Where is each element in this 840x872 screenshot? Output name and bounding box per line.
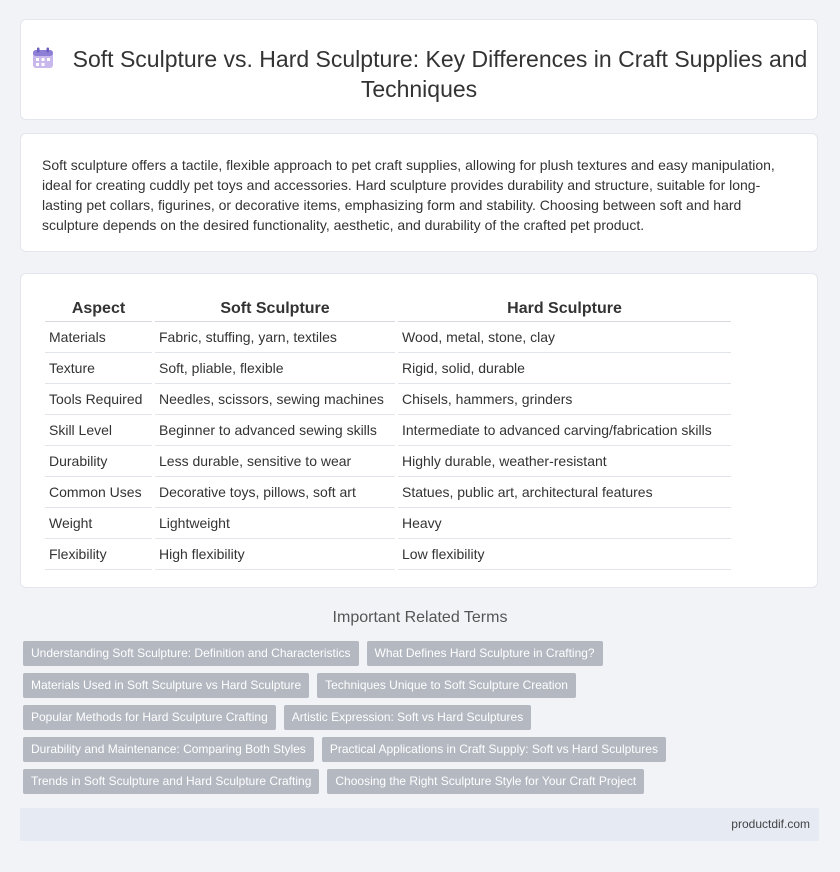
header-hard-sculpture: Hard Sculpture xyxy=(398,294,731,322)
soft-cell: Fabric, stuffing, yarn, textiles xyxy=(155,322,395,353)
related-tags-row xyxy=(23,641,603,666)
hard-cell: Low flexibility xyxy=(398,539,731,570)
soft-cell: Beginner to advanced sewing skills xyxy=(155,415,395,446)
related-tag[interactable]: What Defines Hard Sculpture in Crafting? xyxy=(367,641,603,666)
aspect-cell: Weight xyxy=(45,508,152,539)
footer-site-link[interactable]: productdif.com xyxy=(731,817,810,831)
title-card xyxy=(20,19,818,120)
soft-cell: Soft, pliable, flexible xyxy=(155,353,395,384)
related-tag[interactable]: Trends in Soft Sculpture and Hard Sculpture Crafting xyxy=(23,769,319,794)
table-row xyxy=(45,539,731,570)
hard-cell: Intermediate to advanced carving/fabrication skills xyxy=(398,415,731,446)
aspect-cell: Texture xyxy=(45,353,152,384)
soft-cell: Needles, scissors, sewing machines xyxy=(155,384,395,415)
soft-cell: Decorative toys, pillows, soft art xyxy=(155,477,395,508)
related-tag[interactable]: Durability and Maintenance: Comparing Both Styles xyxy=(23,737,314,762)
related-tag[interactable]: Understanding Soft Sculpture: Definition and Characteristics xyxy=(23,641,359,666)
aspect-cell: Tools Required xyxy=(45,384,152,415)
related-tags-row xyxy=(23,737,666,762)
related-tag[interactable]: Techniques Unique to Soft Sculpture Creation xyxy=(317,673,576,698)
aspect-cell: Skill Level xyxy=(45,415,152,446)
table-header-row xyxy=(45,294,731,322)
table-row xyxy=(45,415,731,446)
hard-cell: Chisels, hammers, grinders xyxy=(398,384,731,415)
table-row xyxy=(45,508,731,539)
hard-cell: Statues, public art, architectural features xyxy=(398,477,731,508)
soft-cell: Less durable, sensitive to wear xyxy=(155,446,395,477)
page-title-wrap xyxy=(21,44,817,104)
related-tags-row xyxy=(23,769,644,794)
aspect-cell: Flexibility xyxy=(45,539,152,570)
hard-cell: Heavy xyxy=(398,508,731,539)
soft-cell: High flexibility xyxy=(155,539,395,570)
table-row xyxy=(45,477,731,508)
header-soft-sculpture: Soft Sculpture xyxy=(155,294,395,322)
aspect-cell: Materials xyxy=(45,322,152,353)
table-row xyxy=(45,384,731,415)
related-tags-row xyxy=(23,705,531,730)
related-tag[interactable]: Artistic Expression: Soft vs Hard Sculptures xyxy=(284,705,531,730)
intro-paragraph: Soft sculpture offers a tactile, flexible approach to pet craft supplies, allowing for plush textures and easy manipulation, ideal for creating cuddly pet toys and accessories. Hard sculpture provides durability and structure, suitable for long-lasting pet collars, figurines, or decorative items, emphasizing form and stability. Choosing between soft and hard sculpture depends on the desired functionality, aesthetic, and durability of the crafted pet product. xyxy=(42,157,775,233)
hard-cell: Highly durable, weather-resistant xyxy=(398,446,731,477)
header-aspect: Aspect xyxy=(45,294,152,322)
related-tag[interactable]: Materials Used in Soft Sculpture vs Hard Sculpture xyxy=(23,673,309,698)
page-title: Soft Sculpture vs. Hard Sculpture: Key Differences in Craft Supplies and Techniques xyxy=(72,46,808,102)
intro-card xyxy=(20,133,818,252)
soft-cell: Lightweight xyxy=(155,508,395,539)
hard-cell: Wood, metal, stone, clay xyxy=(398,322,731,353)
aspect-cell: Common Uses xyxy=(45,477,152,508)
calendar-icon xyxy=(31,46,55,70)
related-tag[interactable]: Choosing the Right Sculpture Style for Your Craft Project xyxy=(327,769,644,794)
table-row xyxy=(45,353,731,384)
table-row xyxy=(45,322,731,353)
table-row xyxy=(45,446,731,477)
aspect-cell: Durability xyxy=(45,446,152,477)
comparison-card xyxy=(20,273,818,588)
hard-cell: Rigid, solid, durable xyxy=(398,353,731,384)
comparison-table xyxy=(42,294,734,570)
related-tag[interactable]: Practical Applications in Craft Supply: Soft vs Hard Sculptures xyxy=(322,737,666,762)
related-terms-title: Important Related Terms xyxy=(332,609,508,626)
footer xyxy=(20,808,819,841)
related-tags-row xyxy=(23,673,576,698)
related-tag[interactable]: Popular Methods for Hard Sculpture Crafting xyxy=(23,705,276,730)
